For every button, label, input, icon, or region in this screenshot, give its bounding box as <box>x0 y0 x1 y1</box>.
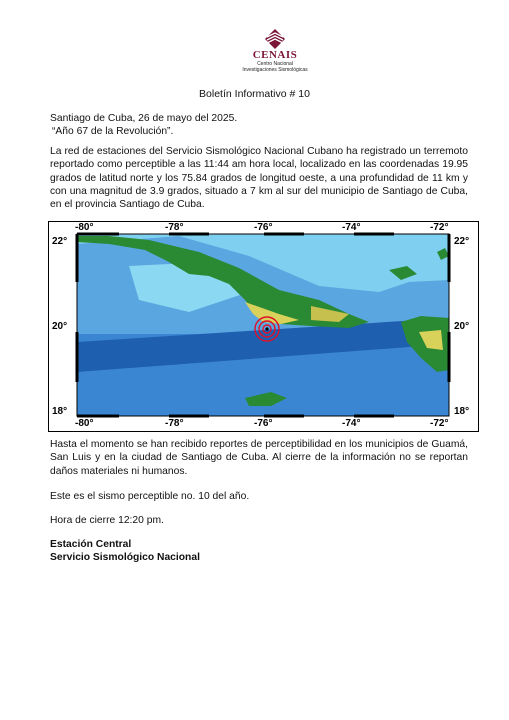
tick-bottom-5: -72° <box>430 418 449 429</box>
paragraph-report: La red de estaciones del Servicio Sismológico Nacional Cubano ha registrado un terremoto reportado como perceptible a las 11:44 am hora local, localizado en las coordenadas 19.95 grados de latitud norte y los 75.84 grados de longitud oeste, a una profundidad de 11 km y con una magnitud de 3.9 grados, situado a 7 km al sur del municipio de Santiago de Cuba, en el provincia Santiago de Cuba. <box>50 146 468 211</box>
tick-bottom-1: -80° <box>75 418 94 429</box>
paragraph-count: Este es el sismo perceptible no. 10 del año. <box>50 491 250 502</box>
tick-left-1: 22° <box>52 236 68 247</box>
tick-bottom-4: -74° <box>342 418 361 429</box>
motto: “Año 67 de la Revolución”. <box>52 126 174 137</box>
tick-right-2: 20° <box>454 321 470 332</box>
tick-top-2: -78° <box>165 222 184 233</box>
cenais-logo <box>230 28 320 78</box>
place-date: Santiago de Cuba, 26 de mayo del 2025. <box>50 113 238 124</box>
tick-left-2: 20° <box>52 321 68 332</box>
epicenter-marker <box>255 317 279 341</box>
closing-time: Hora de cierre 12:20 pm. <box>50 515 164 526</box>
tick-left-3: 18° <box>52 406 68 417</box>
tick-top-5: -72° <box>430 222 449 233</box>
bulletin-title: Boletín Informativo # 10 <box>199 88 310 100</box>
org-line2: Investigaciones Sismológicas <box>242 67 308 73</box>
org-line1: Centro Nacional <box>257 61 293 67</box>
tick-right-1: 22° <box>454 236 470 247</box>
cenais-diamond-logo-icon <box>264 28 286 50</box>
signature-line1: Estación Central <box>50 539 132 550</box>
tick-right-3: 18° <box>454 406 470 417</box>
map-canvas <box>49 222 477 430</box>
tick-bottom-2: -78° <box>165 418 184 429</box>
epicenter-map <box>48 221 479 432</box>
signature-line2: Servicio Sismológico Nacional <box>50 552 200 563</box>
tick-top-3: -76° <box>254 222 273 233</box>
paragraph-perceptibility: Hasta el momento se han recibido reportes de perceptibilidad en los municipios de Guamá, San Luis y en la ciudad de Santiago de Cuba. Al cierre de la información no se reportan daños materiales ni humanos. <box>50 439 468 477</box>
tick-top-1: -80° <box>75 222 94 233</box>
tick-bottom-3: -76° <box>254 418 273 429</box>
org-short-name: CENAIS <box>252 49 298 61</box>
tick-top-4: -74° <box>342 222 361 233</box>
